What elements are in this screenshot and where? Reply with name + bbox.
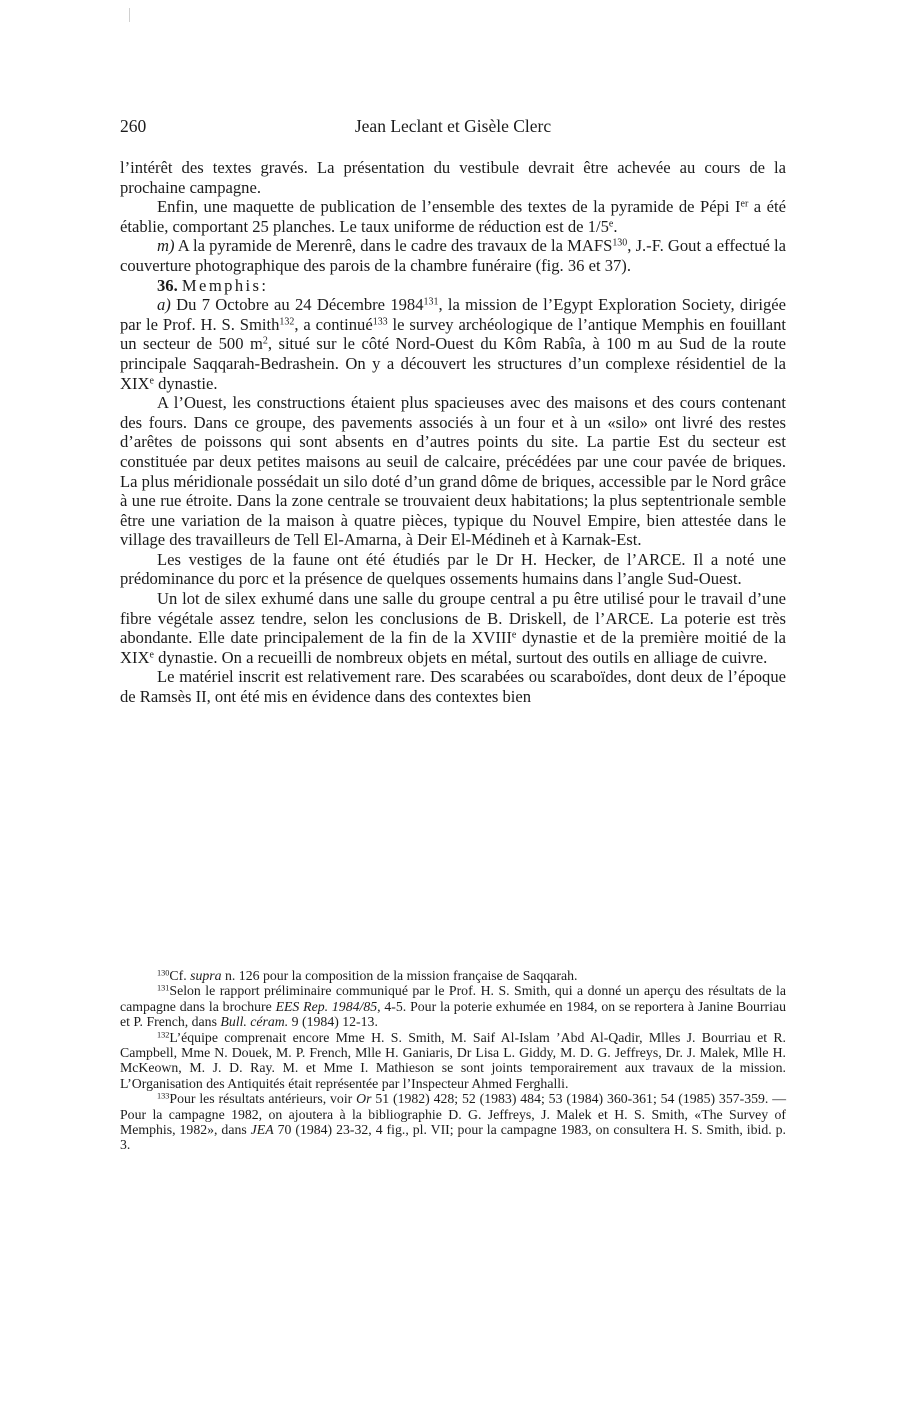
paragraph-ees-mission: a) Du 7 Octobre au 24 Décembre 1984$^{131}$, la mission de l’Egypt Exploration Society, dirigée par le Prof. H. S. Smith$^{132}$, a continué$^{133}$ le survey archéologique de l’antique Memphis en fouillant un secteur de 500 $m^2$, situé sur le côté Nord-Ouest du Kôm Rabîa, à 100 m au Sud de la route principale Saqqarah-Bedrashein. On y a découvert les structures d’un complexe résidentiel de la XIXe dynastie. <box>120 295 787 393</box>
footnote-ref-133: 133 <box>372 316 388 328</box>
paragraph-vestibule: l’intérêt des textes gravés. La présentation du vestibule devrait être achevée au cours de la prochaine campagne. <box>120 158 786 197</box>
footnote-ref-130: 130 <box>612 237 628 249</box>
running-head <box>120 113 786 139</box>
paragraph-publication: Enfin, une maquette de publication de l’ensemble des textes de la pyramide de Pépi Ier a été établie, comportant 25 planches. Le taux uniforme de réduction est de 1/5e. <box>120 197 786 236</box>
paragraph-faune: Les vestiges de la faune ont été étudiés par le Dr H. Hecker, de l’ARCE. Il a noté une prédominance du porc et la présence de quelques ossements humains dans l’angle Sud-Ouest. <box>120 549 786 589</box>
page-number: 260 <box>120 116 147 136</box>
footnote-130: $^{130}$Cf. supra n. 126 pour la composition de la mission française de Saqqarah. <box>157 968 578 983</box>
section-heading-memphis: 36. Memphis: <box>157 275 267 295</box>
paragraph-silex: Un lot de silex exhumé dans une salle du groupe central a pu être utilisé pour le travail d’une fibre végétale assez tendre, selon les conclusions de B. Driskell, de l’ARCE. La poterie est très abondante. Elle date principalement de la fin de la XVIIIe dynastie et de la première moitié de la XIXe dynastie. On a recueilli de nombreux objets en métal, surtout des outils en alliage de cuivre. <box>120 589 786 667</box>
footnote-ref-132: 132 <box>279 316 295 328</box>
footnote-133: $^{133}$Pour les résultats antérieurs, voir Or 51 (1982) 428; 52 (1983) 484; 53 (1984) 360-361; 54 (1985) 357-359. — Pour la campagne 1982, on ajoutera à la bibliographie D. G. Jeffreys, J. Malek et H. S. Smith, «The Survey of Memphis, 1982», dans JEA 70 (1984) 23-32, 4 fig., pl. VII; pour la campagne 1983, on consultera H. S. Smith, ibid. p. 3. <box>120 1091 787 1153</box>
footnote-ref-131: 131 <box>423 296 439 308</box>
main-text <box>120 158 786 707</box>
paragraph-merenre: m) A la pyramide de Merenrê, dans le cadre des travaux de la MAFS$^{130}$, J.-F. Gout a effectué la couverture photographique des parois de la chambre funéraire (fig. 36 et 37). <box>120 236 787 275</box>
footnote-132: $^{132}$L’équipe comprenait encore Mme H. S. Smith, M. Saif Al-Islam ’Abd Al-Qadir, Mlles J. Bourriau et R. Campbell, Mme N. Douek, M. P. French, Mlle H. Ganiaris, Dr Lisa L. Giddy, M. D. G. Jeffreys, Dr. J. Malek, Mlle H. McKeown, M. J. D. Ray. M. et Mme I. Mathieson se sont joints temporairement aux travaux de la mission. L’Organisation des Antiquités était représentée par l’Inspecteur Ahmed Ferghalli. <box>120 1029 786 1091</box>
footnotes <box>120 968 786 1153</box>
paragraph-materiel: Le matériel inscrit est relativement rare. Des scarabées ou scaraboïdes, dont deux de l’époque de Ramsès II, ont été mis en évidence dans des contextes bien <box>120 667 786 707</box>
scan-edge-mark <box>129 8 130 22</box>
footnote-131: $^{131}$Selon le rapport préliminaire communiqué par le Prof. H. S. Smith, qui a donné un aperçu des résultats de la campagne dans la brochure EES Rep. 1984/85, 4-5. Pour la poterie exhumée en 1984, on se reportera à Janine Bourriau et P. French, dans Bull. céram. 9 (1984) 12-13. <box>120 983 787 1030</box>
paragraph-constructions: A l’Ouest, les constructions étaient plus spacieuses avec des maisons et des cours contenant des fours. Dans ce groupe, des pavements associés à un four et à un «silo» ont livré des restes d’arêtes de poissons qui sont absents en d’autres points du site. La partie Est du secteur est constituée par deux petites maisons au seuil de calcaire, précédées par une cour pavée de briques. La plus méridionale possédait un silo doté d’un grand dôme de briques, accessible par le Nord grâce à une rue étroite. Dans la zone centrale se trouvaient deux habitations; la plus septentrionale semble être une variation de la maison à quatre pièces, typique du Nouvel Empire, bien attestée dans le village des travailleurs de Tell El-Amarna, à Deir El-Médineh et à Karnak-Est. <box>120 393 786 550</box>
running-title: Jean Leclant et Gisèle Clerc <box>354 116 552 136</box>
